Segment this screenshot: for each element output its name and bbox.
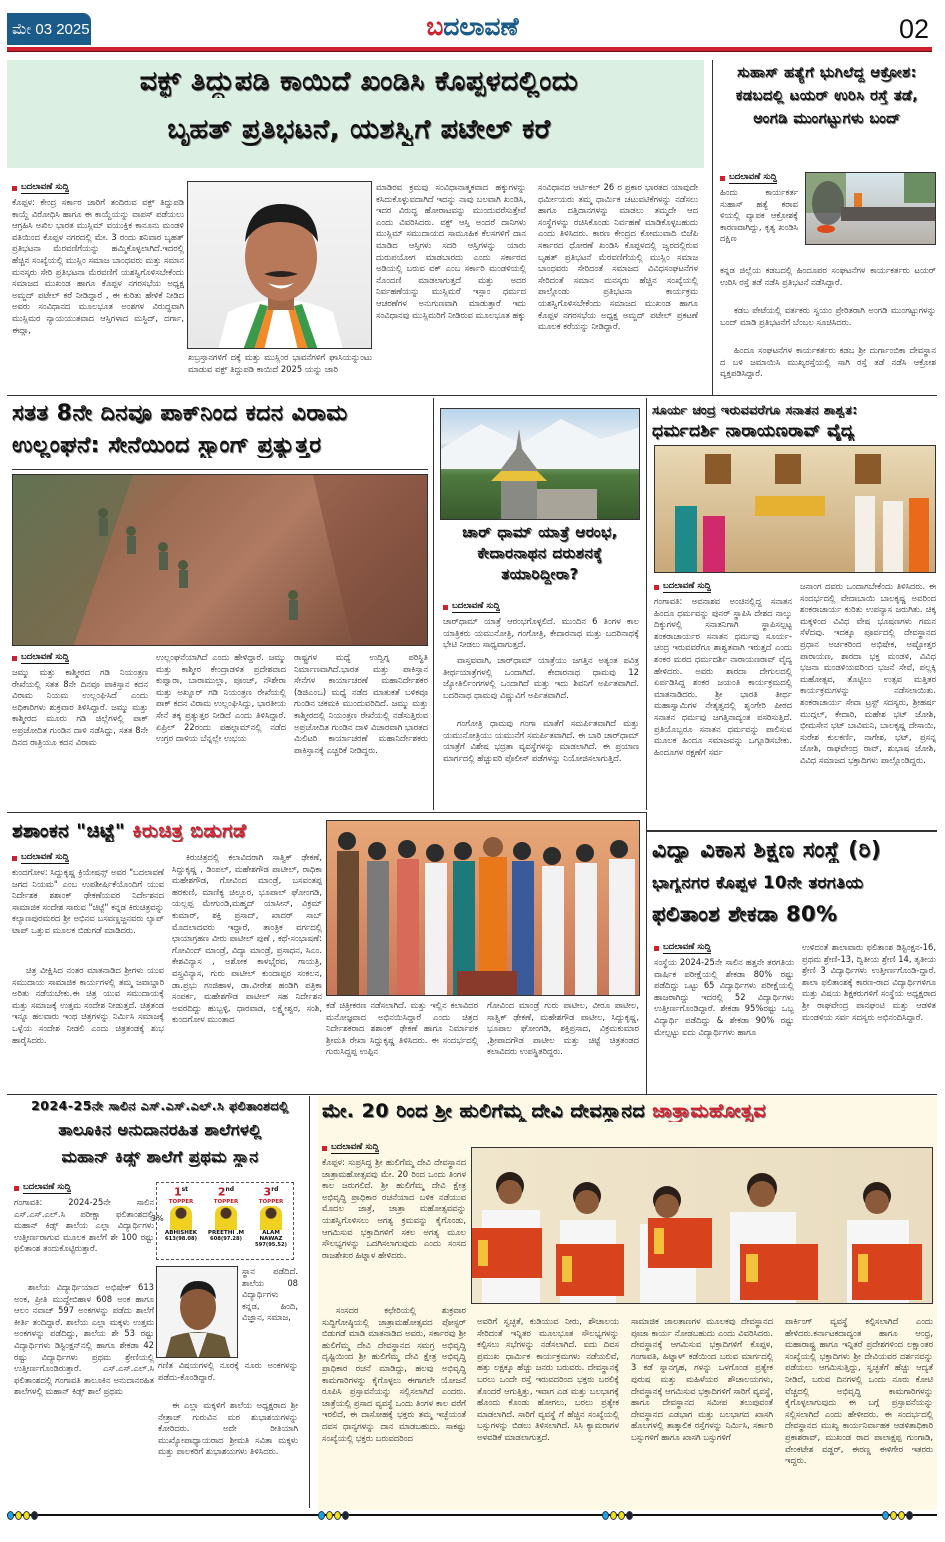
- header-rule: [7, 47, 932, 52]
- chitte-team-photo: [326, 820, 640, 996]
- surya-ceremony-photo: [654, 445, 936, 573]
- topper-rank: 3: [263, 1185, 272, 1199]
- topper-label: TOPPER: [213, 1198, 239, 1205]
- surya-kicker: ಸೂರ್ಯ ಚಂದ್ರ ಇರುವವರೆಗೂ ಸನಾತನ ಶಾಶ್ವತ:: [652, 402, 858, 417]
- mahan-col1b: ಶಾಲೆಯ ವಿದ್ಯಾರ್ಥಿಯಾದ ಅಭಿಷೇಕ್ 613 ಅಂಕ, ಪ್ರೀತಿ ಮುದ್ದೇಬಿಹಾಳ 608 ಅಂಕ ಹಾಗೂ ಆಲಂ ನವಾಜ್ 597 ಅಂಕಗಳನ್ನು ಪಡೆದು ಶಾಲೆಗೆ ಕೀರ್ತಿ ತಂದಿದ್ದಾರೆ. ಶಾಲೆಯ ಎಲ್ಲಾ ಮಕ್ಕಳು ಉತ್ತಮ ಅಂಕಗಳನ್ನು ಪಡೆದಿದ್ದು, ಶಾಲೆಯ ಶೇ 53 ರಷ್ಟು ವಿದ್ಯಾರ್ಥಿಗಳು ಡಿಸ್ಟಿಂಕ್ಷನ್‌ನಲ್ಲಿ ಹಾಗೂ ಶೇಕಡಾ 42 ರಷ್ಟು ವಿದ್ಯಾರ್ಥಿಗಳು ಪ್ರಥಮ ಶ್ರೇಣಿಯಲ್ಲಿ ಉತ್ತೀರ್ಣಗೊಂಡಿರುತ್ತಾರೆ. ಎಸ್.ಎಸ್.ಎಲ್.ಸಿ ಫಲಿತಾಂಶದಲ್ಲಿ ಗಂಗಾವತಿ ತಾಲೂಕಿನ ಅನುದಾನರಹಿತ ಶಾಲೆಗಳಲ್ಲಿ ಮಹಾನ್ ಕಿಡ್ಸ್ ಶಾಲೆ ಪ್ರಥಮ: [14, 1282, 154, 1397]
- topper-score: 597(95.52): [255, 1241, 287, 1248]
- footer-dots: [602, 1511, 633, 1520]
- protest-image: [806, 173, 936, 245]
- vidya-article: [654, 942, 936, 1090]
- suhas-p2: ಕಡಬ ಪೇಟೆಯಲ್ಲಿ ವರ್ತಕರು ಸ್ವಯಂ ಪ್ರೇರಿತರಾಗಿ ಅಂಗಡಿ ಮುಂಗಟ್ಟುಗಳನ್ನು ಬಂದ್ ಮಾಡಿ ಪ್ರತಿಭಟನೆಗೆ ಬೆಂಬಲ ಸೂಚಿಸಿದರು.: [720, 305, 936, 327]
- huligemma-lead: ಕೊಪ್ಪಳ: ಸುಪ್ರಸಿದ್ಧ ಶ್ರೀ ಹುಲಿಗೆಮ್ಮ ದೇವಿ ದೇವಸ್ಥಾನದ ಜಾತ್ರಾಮಹೋತ್ಸವವು ಮೇ. 20 ರಿಂದ ಒಂದು ತಿಂಗಳ ಕಾಲ ಜರುಗಲಿದೆ. ಶ್ರೀ ಹುಲಿಗೆಮ್ಮ ದೇವಿ ಕ್ಷೇತ್ರ ಅಭಿವೃದ್ಧಿ ಪ್ರಾಧಿಕಾರ ರಚನೆಯಾದ ಬಳಿಕ ನಡೆಯುವ ಮೊದಲ ಜಾತ್ರೆ, ಜಾತ್ರಾ ಮಹೋತ್ಸವವನ್ನು ಯಶಸ್ವಿಗೊಳಿಸಲು ಅಗತ್ಯ ಕ್ರಮವನ್ನು ಕೈಗೊಂಡು, ಆಗಮಿಸುವ ಭಕ್ತಾದಿಗಳಿಗೆ ಸಕಲ ಅಗತ್ಯ ಮೂಲ ಸೌಲಭ್ಯಗಳನ್ನು ಒದಗಿಸಲಾಗುವುದು ಎಂದು ಸಂಸದ ರಾಜಶೇಖರ ಹಿಟ್ನಾಳ ಹೇಳಿದರು.: [322, 1157, 466, 1260]
- mahan-headline-3: ಮಹಾನ್ ಕಿಡ್ಸ್ ಶಾಲೆಗೆ ಪ್ರಥಮ ಸ್ಥಾನ: [61, 1147, 259, 1166]
- section-divider: [7, 812, 647, 813]
- footer-rule: [7, 1514, 937, 1516]
- footer-dot: [318, 1511, 325, 1520]
- pak-soldiers-photo: [12, 474, 428, 646]
- kedarnath-photo: [440, 408, 640, 520]
- topper-label: TOPPER: [258, 1198, 284, 1205]
- chitte-under1: ಕಡೆ ಚಿತ್ರೀಕರಣ ನಡೆಸಲಾಗಿದೆ. ಮತ್ತು ಇಲ್ಲಿನ ಕಲಾವಿದರ ಮನೋಜ್ಞವಾದ ಅಭಿನಯಿಸಿದ್ದಾರೆ ಎಂದು ಚಿತ್ರದ ನಿರ್ದೇಶಕರಾದ ಶಶಾಂಕ್ ಢೇಕಣೆ ಹಾಗೂ ನಿರ್ಮಾಪಕ ಶ್ರೀಮತಿ ರೇಖಾ ಸಿದ್ದುಕೃಷ್ಣ ತಿಳಿಸಿದರು. ಈ ಸಂದರ್ಭದಲ್ಲಿ ಗುರುಸಿದ್ದಪ್ಪ ಉಪ್ಪಿನ: [326, 1000, 478, 1057]
- chardham-p1: ಚಾರ್‌ಧಾಮ್ ಯಾತ್ರೆ ಆರಂಭಗೊಳ್ಳಲಿದೆ. ಮುಂದಿನ 6 ತಿಂಗಳ ಕಾಲ ಯಾತ್ರಿಕರು ಯಮುನೋತ್ರಿ, ಗಂಗೋತ್ರಿ, ಕೇದಾರನಾಥ ಮತ್ತು ಬದರಿನಾಥಕ್ಕೆ ಭೇಟಿ ನೀಡಲು ಸಾಧ್ಯವಾಗುತ್ತದೆ.: [443, 616, 639, 650]
- footer-dot: [882, 1511, 889, 1520]
- principal-photo: [156, 1266, 238, 1358]
- footer-dot: [906, 1511, 913, 1520]
- lead-col3: ಮಾಡಿರವ ಕ್ರಮವು ಸಂವಿಧಾನಾತ್ಮಕವಾದ ಹಕ್ಕುಗಳನ್ನು ಕಸಿದುಕೊಳ್ಳುವದಾಗಿದೆ ಇದನ್ನು ನಾವು ಬಲವಾಗಿ ಖಂಡಿಸಿ, ಇದರ ವಿರುದ್ಧ ಹೋರಾಟವನ್ನು ಮುಂದುವರೆಸುತ್ತೇವೆ ಎಂದು ವಿವರಿಸಿದರು. ವಕ್ಫ್ ಆಸ್ತಿ ಅಂದರೆ ದಾನಿಗಳು ಮುಸ್ಲಿಮ್ ಸಮುದಾಯದ ಸಾಮೂಹಿಕ ಕೆಲಸಗಳಿಗೆ ದಾನ ಮಾಡಿದ ಆಸ್ತಿಗಳು ಸದರಿ ಆಸ್ತಿಗಳನ್ನು ಯಾರು ದುರುಪಯೋಗ ಮಾಡಬಾರದು ಎಂದು ಸರ್ಕಾರದ ಅಡಿಯಲ್ಲಿ ಬರುವ ವಕ್ ಎಂಬ ಸರ್ಕಾರಿ ಮಂಡಳಿಯಲ್ಲಿ ನೊಂದಣಿ ಮಾಡಲಾಗುತ್ತದೆ ಮತ್ತು ಅದರ ನಿರ್ವಹಣೆಯನ್ನು ಮುಸ್ಲಿಮರೆ ಇಸ್ಲಾಂ ಧರ್ಮದ ಆಚರಣೆಗಳ ಅನುಗುಣವಾಗಿ ಮಾಡುತ್ತಾರೆ ಇದು ಸಂವಿಧಾನವು ಮುಸ್ಲಿಮರಿಗೆ ನೀಡಿರುವ ಮೂಲಭೂತ ಹಕ್ಕು: [376, 182, 526, 320]
- masthead: [0, 12, 945, 42]
- mahan-headline-2: ತಾಲೂಕಿನ ಅನುದಾನರಹಿತ ಶಾಲೆಗಳಲ್ಲಿ: [58, 1120, 262, 1139]
- footer-dot: [15, 1511, 22, 1520]
- vidya-headline-2: ಭಾಗ್ಯನಗರ ಕೊಪ್ಪಳ 10ನೇ ತರಗತಿಯ: [652, 873, 864, 892]
- poster-release-image: [472, 1148, 933, 1304]
- suhas-headline: ಸುಹಾಸ್ ಹತ್ಯೆಗೆ ಭುಗಿಲೆದ್ದ ಆಕ್ರೋಶ: ಕಡಬದಲ್ಲಿ ಟಯರ್ ಉರಿಸಿ ರಸ್ತೆ ತಡೆ, ಅಂಗಡಿ ಮುಂಗಟ್ಟುಗಳು ಬಂದ್: [735, 65, 919, 127]
- page-number: 02: [898, 14, 929, 44]
- temple-image: [441, 409, 640, 520]
- lead-headline-2: ಬೃಹತ್ ಪ್ರತಿಭಟನೆ, ಯಶಸ್ವಿಗೆ ಪಟೇಲ್ ಕರೆ: [167, 114, 551, 145]
- mahan-col2: ಗಣಿತ ವಿಷಯಗಳಲ್ಲಿ ನೂರಕ್ಕೆ ನೂರು ಅಂಕಗಳನ್ನು ಪಡೆದು-ಕೊಂಡಿದ್ದಾರೆ.: [158, 1360, 298, 1382]
- surya-article: [654, 581, 936, 806]
- topper-score: 608(97.28): [210, 1235, 242, 1242]
- topper-score: 613(98.08): [165, 1235, 197, 1242]
- suhas-protest-photo: [805, 172, 936, 245]
- huligemma-col4: ಪಾರ್ಕಿಂಗ್ ವ್ಯವಸ್ಥೆ ಕಲ್ಪಿಸಲಾಗಿದೆ ಎಂದು ಹೇಳಿದರು.ಕರ್ನಾಟಕದಾದ್ಯಂತ ಹಾಗೂ ಆಂಧ್ರ, ಮಹಾರಾಷ್ಟ್ರ ಹಾಗೂ ಇನ್ನಿತರೆ ಪ್ರದೇಶಗಳಿಂದ ಲಕ್ಷಾಂತರ ಸಂಖ್ಯೆಯಲ್ಲಿ ಭಕ್ತಾದಿಗಳು ಶ್ರೀ ದೇವಿಯವರ ದರ್ಶನವನ್ನು ಪಡೆಯಲು ಆಗಮಿಸುತ್ತಿದ್ದು, ಸ್ವಚ್ಛತೆಗೆ ಹೆಚ್ಚು ಆದ್ಯತೆ ನೀಡಿದೆ, ಬರುವ ದಿನಗಳಲ್ಲಿ ಒಂದು ನೂರು ಕೋಟಿ ವೆಚ್ಚದಲ್ಲಿ ಅಭಿವೃದ್ಧಿ ಕಾಮಗಾರಿಗಳನ್ನು ಕೈಗೊಳ್ಳಲಾಗುವುದು ಈ ಬಗ್ಗೆ ಪ್ರಸ್ತಾವನೆಯನ್ನು ಸಲ್ಲಿಸಲಾಗಿದೆ ಎಂದು ಹೇಳೀದರು. ಈ ಸಂದರ್ಭದಲ್ಲಿ ದೇವಸ್ಥಾನದ ಮುಖ್ಯ ಕಾರ್ಯನಿರ್ವಾಹಕ ಆಡಳಿತಾಧಿಕಾರಿ ಪ್ರಕಾಶರಾವ್, ಮುಖಂಡ ರಾದ ಪಾಲಾಕ್ಷಪ್ಪ ಗುಂಗಾಡಿ, ವೇಂಕಟೇಶ ವಡ್ಡರ್, ಈರಣ್ಣ ಈಳಿಗೇರ ಇತರರು ಇದ್ದರು.: [785, 1316, 933, 1466]
- team-image: [327, 821, 640, 996]
- column-divider: [646, 812, 647, 1094]
- footer-dot: [618, 1511, 625, 1520]
- huligemma-col2: ಅವರಿಗೆ ಸ್ವಚ್ಛತೆ, ಕುಡಿಯುವ ನೀರು, ಶೌಚಾಲಯ ಸೇರಿದಂತೆ ಇನ್ನಿತರ ಮೂಲಭೂತ ಸೌಲಭ್ಯಗಳನ್ನು ಕಲ್ಪಿಸಲು ಸಭೆಗಳನ್ನು ನಡೆಸಲಾಗಿದೆ. ಐದು ದಿವಸ ಪ್ರಮುಖ ಧಾರ್ಮಿಕ ಕಾರ್ಯಕ್ರಮಗಳು ನಡೆಯಲಿವೆ, ಹತ್ತು ಲಕ್ಷಕ್ಕೂ ಹೆಚ್ಚು ಜನರು ಬರುವರು. ದೇವಸ್ಥಾನಕ್ಕೆ ಬರಲು ಒಂದೇ ರಸ್ತೆ ಇರುವದರಿಂದ ಭಕ್ತರು ಬರಲಿಕ್ಕೆ ತೊಂದರೆ ಆಗುತ್ತಿತ್ತು, ಇವಾಗ ಎಡ ಮತ್ತು ಬಲಭಾಗಕ್ಕೆ ಹೊಂದು ಕೊಂಡು ಹೋಗಲು, ಬರಲು ಪ್ರತ್ಯೇಕ ಮಾಡಲಾಗಿದೆ. ಸಾರಿಗೆ ವ್ಯವಸ್ಥೆ ಗೆ ಹೆಚ್ಚಿನ ಸಂಖ್ಯೆಯಲ್ಲಿ ಬಸ್ಸುಗಳನ್ನು ಬಿಡಲು ತಿಳಿಸಲಾಗಿದೆ. ಸಿಸಿ ಕ್ಯಾಮರಾಗಳ ಅಳವಡಿಕೆ ಮಾಡಲಾಗುತ್ತದೆ.: [477, 1316, 619, 1442]
- chitte-headline-red: ಕಿರುಚಿತ್ರ ಬಿಡುಗಡೆ: [132, 820, 247, 842]
- toppers-list: [160, 1184, 292, 1258]
- section-divider: [7, 395, 937, 396]
- surya-headline: ಧರ್ಮದರ್ಶಿ ನಾರಾಯಣರಾವ್ ವೈದ್ಯ: [652, 421, 855, 441]
- masthead-first: ಬ: [426, 12, 444, 41]
- footer-dot: [890, 1511, 897, 1520]
- lead-col1: ಕೊಪ್ಪಳ: ಕೇಂದ್ರ ಸರ್ಕಾರ ಜಾರಿಗೆ ತಂದಿರುವ ವಕ್ಫ್ ತಿದ್ದುಪಡಿ ಕಾಯ್ದೆ ವಿರೋಧಿಸಿ ಹಾಗೂ ಈ ಕಾಯ್ದೆಯನ್ನು ವಾಪಸ್ ಪಡೆಯಲು ಆಗ್ರಹಿಸಿ ಅಖಿಲ ಭಾರತ ಮುಸ್ಲಿಮ್ ವಯುಕ್ತಿಕ ಕಾನೂನು ಮಂಡಳಿ ವತಿಯಿಂದ ಕೊಪ್ಪಳ ನಗರದಲ್ಲಿ ಮೇ. 3 ರಂದು ಶನಿವಾರ ಬೃಹತ್ ಪ್ರತಿಭಟನಾ ಮೆರವಣಿಗೆಯನ್ನು ಹಮ್ಮಿಕೊಳ್ಳಲಾಗಿದೆ.ಇದರಲ್ಲಿ ಹೆಚ್ಚಿನ ಸಂಖ್ಯೆಯಲ್ಲಿ ಮುಸ್ಲಿಂ ಸಮಾಜ ಬಾಂಧವರು ಮತ್ತು ಸಮಾನ ಮನಸ್ಕರು ಸೇರಿ ಪ್ರತಿಭಟನಾ ಮೆರವಣಿಗೆ ಯಶಸ್ವಿಗೊಳಿಸಬೇಕೆಂದು ಸಮಾಜದ ಮುಖಂಡ ಹಾಗೂ ಕೊಪ್ಪಳ ನಗರಸಭೆಯ ಅಧ್ಯಕ್ಷ ಅಮ್ಜದ್ ಪಟೇಲ್ ಕರೆ ನೀಡಿದ್ದಾರೆ , ಈ ಕುರಿತು ಹೇಳಿಕೆ ನೀಡಿದ ಅವರು ಸಂವಿಧಾನದ ಮೂಲಭೂತ ಅಂಶಗಳ ವಿರುದ್ಧವಾಗಿ ಮುಸ್ಲಿಮರ ನ್ಯಾಯಯುತವಾದ ಆಸ್ತಿಗಳಾದ ಮಸ್ಜಿದ್, ದರ್ಗಾ, ಈದ್ಗಾ,: [12, 197, 184, 335]
- topper-card: [250, 1184, 292, 1258]
- footer-dot: [23, 1511, 30, 1520]
- vidya-col2: ಉಳಿದಂತೆ ಶಾಲಾವಾರು ಫಲಿತಾಂಶ ಡಿಸ್ಟಿಂಕ್ಷನ-16, ಪ್ರಥಮ ಶ್ರೇಣಿ-13, ದ್ವಿತೀಯ ಶ್ರೇಣಿ 14, ತೃತೀಯ ಶ್ರೇಣಿ 3 ವಿದ್ಯಾರ್ಥಿಗಳು ಉತ್ತೀರ್ಣಗೊಂಡಿ-ದ್ದಾರೆ. ಶಾಲಾ ಫಲಿತಾಂಶಕ್ಕೆ ಕಾರಣ-ರಾದ ವಿದ್ಯಾರ್ಥಿಗಳಿಗೂ ಮತ್ತು ವಿಷಯ ಶಿಕ್ಷಕರುಗಳಿಗೆ ಸಂಸ್ಥೆಯ ಅಧ್ಯಕ್ಷರಾದ ಶ್ರೀ ರಾಘವೇಂದ್ರ ಪಾನಘಂಟಿ ಮತ್ತು ಆಡಳಿತ ಮಂಡಳಿಯ ಸರ್ವ ಸದಸ್ಯರು ಅಭಿನಂದಿಸಿದ್ದಾರೆ.: [802, 942, 936, 1022]
- chitte-p2: ಚಿತ್ರ ವೀಕ್ಷಿಸಿದ ನಂತರ ಮಾತನಾಡಿದ ಶ್ರೀಗಳು ಯುವ ಸಮುದಾಯ ಸಾಮಾಜಿಕ ಕಾರ್ಯಗಳಲ್ಲಿ ತಮ್ಮ ಜವಾಬ್ದಾರಿ ಅರಿತು ನಡೆಯಬೇಕು.ಈ ಚಿತ್ರ ಯುವ ಸಮುದಾಯಕ್ಕೆ ಮತ್ತು ಸಮಾಜಕ್ಕೆ ಉತ್ತಮ ಸಂದೇಶ ನೀಡುತ್ತದೆ. ಚಿತ್ರತಂಡ ಇನ್ನೂ ಹಲವಾರು ಇಂಥ ಚಿತ್ರಗಳನ್ನು ನಿರ್ಮಿಸಿ ಸಮಾಜಕ್ಕೆ ಒಳ್ಳೆಯ ಸಂದೇಶ ನೀಡಲಿ ಎಂದು ಚಿತ್ರತಂಡಕ್ಕೆ ಶುಭ ಹಾರೈಸಿದರು.: [12, 965, 164, 1045]
- section-divider: [646, 830, 937, 832]
- suhas-p3: ಹಿಂದೂ ಸಂಘಟನೆಗಳ ಕಾರ್ಯಕರ್ತರು ಕಡಬ ಶ್ರೀ ದುರ್ಗಾಂಬಿಕಾ ದೇವಸ್ಥಾನ ದ ಬಳಿ ಜಮಾಯಿಸಿ ಮುಖ್ಯರಸ್ತೆಯಲ್ಲಿ ಸಾಗಿ ರಸ್ತೆ ತಡೆ ನಡೆಸಿ ಆಕ್ರೋಶ ವ್ಯಕ್ತಪಡಿಸಿದ್ದಾರೆ.: [720, 345, 936, 379]
- byline: ಬದಲಾವಣೆ ಸುದ್ದಿ: [322, 1142, 466, 1154]
- mahan-headline-1: 2024-25ನೇ ಸಾಲಿನ ಎಸ್.ಎಸ್.ಎಲ್.ಸಿ ಫಲಿತಾಂಶದಲ್ಲಿ: [31, 1098, 289, 1113]
- byline: ಬದಲಾವಣೆ ಸುದ್ದಿ: [654, 581, 792, 593]
- footer-dot: [602, 1511, 609, 1520]
- vidya-col1: ಸಂಸ್ಥೆಯ 2024-25ನೇ ಸಾಲಿನ ಹತ್ತನೇ ತರಗತಿಯ ವಾರ್ಷಿಕ ಪರೀಕ್ಷೆಯಲ್ಲಿ ಶೇಕಡಾ 80% ರಷ್ಟು ಪಡೆದಿದ್ದು ಒಟ್ಟು 65 ವಿದ್ಯಾರ್ಥಿಗಳು ಪರೀಕ್ಷೆಯಲ್ಲಿ ಹಾಜರಾಗಿದ್ದು ಇದರಲ್ಲಿ 52 ವಿದ್ಯಾರ್ಥಿಗಳು ಉತ್ತೀರ್ಣಗೊಂಡಿದ್ದಾರೆ. ಶೇಕಡಾ 95%ರಷ್ಟು ಒಬ್ಬ ವಿದ್ಯಾರ್ಥಿ ಪಡೆದಿದ್ದು & ಶೇಕಡಾ 90% ರಷ್ಟು ಮೇಲ್ಪಟ್ಟು ಐದು ವಿದ್ಯಾರ್ಥಿಗಳು ಹಾಗೂ: [654, 957, 794, 1037]
- column-divider: [646, 398, 647, 810]
- pak-col2: ಉಲ್ಲಂಘನೆಯಾಗಿದೆ ಎಂದು ಹೇಳಿದ್ದಾರೆ. ಜಮ್ಮು ಮತ್ತು ಕಾಶ್ಮೀರ ಕೇಂದ್ರಾಡಳಿತ ಪ್ರದೇಶವಾದ ಕುಪ್ವಾರಾ, ಬಾರಾಮುಲ್ಲಾ, ಪೂಂಚ್, ನೌಶೇರಾ ಮತ್ತು ಅಖ್ನೂರ್ ಗಡಿ ನಿಯಂತ್ರಣ ರೇಖೆಯಲ್ಲಿ ಪಾಕ್ ಕದನ ವಿರಾಮ ಉಲ್ಲಂಘಿಸಿದ್ದು, ಭಾರತೀಯ ಸೇನೆ ತಕ್ಕ ಪ್ರತ್ಯುತ್ತರ ನೀಡಿದೆ ಎಂದು ತಿಳಿಸಿದ್ದಾರೆ. ಏಪ್ರಿಲ್ 22ರಂದು ಪಹಲ್ಗಾಮ್‌ನಲ್ಲಿ ನಡೆದ ಉಗ್ರರ ದಾಳಿಯ ಬೆನ್ನಲ್ಲೇ ಉಭಯ: [156, 652, 286, 744]
- mahan-side: ಸ್ಥಾನ ಪಡೆದಿದೆ. ಶಾಲೆಯ 08 ವಿದ್ಯಾರ್ಥಿಗಳು ಕನ್ನಡ, ಹಿಂದಿ, ವಿಜ್ಞಾನ, ಸಮಾಜ,: [242, 1266, 298, 1323]
- huligemma-poster-release-photo: [471, 1147, 933, 1304]
- pak-article: [12, 652, 428, 807]
- topper-card: [160, 1184, 202, 1258]
- column-divider: [309, 1096, 310, 1508]
- footer-dot: [610, 1511, 617, 1520]
- pak-col1: ಜಮ್ಮು ಮತ್ತು ಕಾಶ್ಮೀರದ ಗಡಿ ನಿಯಂತ್ರಣ ರೇಖೆಯಲ್ಲಿ ಸತತ 8ನೇ ದಿನವೂ ಪಾಕಿಸ್ತಾನ ಕದನ ವಿರಾಮ ನಿಯಮ ಉಲ್ಲಂಘಿಸಿದೆ ಎಂದು ಅಧಿಕಾರಿಗಳು ಶುಕ್ರವಾರ ತಿಳಿಸಿದ್ದಾರೆ. ಜಮ್ಮು ಮತ್ತು ಕಾಶ್ಮೀರದ ಮೂರು ಗಡಿ ಜಿಲ್ಲೆಗಳಲ್ಲಿ ಪಾಕ್ ಅಪ್ರಚೋದಿತ ಗುಂಡಿನ ದಾಳಿ ನಡೆಸಿದ್ದು, ಸತತ 8ನೇ ದಿನದ ರಾತ್ರಿಯೂ ಕದನ ವಿರಾಮ: [12, 667, 148, 747]
- vidya-headline-3: ಫಲಿತಾಂಶ ಶೇಕಡಾ 80%: [652, 902, 838, 926]
- byline: ಬದಲಾವಣೆ ಸುದ್ದಿ: [12, 852, 164, 864]
- topper-photo: [260, 1206, 282, 1230]
- chardham-headline: ಚಾರ್ ಧಾಮ್ ಯಾತ್ರೆ ಆರಂಭ, ಕೇದಾರನಾಥನ ದರುಶನಕ್ಕೆ ತಯಾರಿದ್ದೀರಾ?: [462, 523, 618, 583]
- huligemma-headline-black: ಮೇ. 20 ರಿಂದ ಶ್ರೀ ಹುಲಿಗೆಮ್ಮ ದೇವಿ ದೇವಸ್ಥಾನದ: [322, 1100, 646, 1122]
- soldiers-image: [13, 475, 428, 646]
- pak-headline-2: ಉಲ್ಲಂಘನೆ: ಸೇನೆಯಿಂದ ಸ್ಟ್ರಾಂಗ್ ಪ್ರತ್ಯುತ್ತರ: [12, 433, 322, 458]
- topper-suffix: rd: [271, 1186, 279, 1193]
- chitte-article: [12, 852, 322, 1087]
- footer-dots: [882, 1511, 913, 1520]
- pak-col3: ರಾಷ್ಟ್ರಗಳ ಮಧ್ಯೆ ಉದ್ವಿಗ್ನ ಪರಿಸ್ಥಿತಿ ನಿರ್ಮಾಣವಾಗಿದೆ.ಭಾರತ ಮತ್ತು ಪಾಕಿಸ್ತಾನ ಸೇನೆಗಳ ಕಾರ್ಯಾಚರಣೆ ಮಹಾನಿರ್ದೇಶಕರ (ಡಿಜಿಎಂಒ) ಮಧ್ಯೆ ನಡೆದ ಮಾತುಕತೆ ಬಳಿಕವೂ ಗುಂಡಿನ ಚಕಮಕಿ ಮುಂದುವರಿದಿದೆ. ಜಮ್ಮು ಮತ್ತು ಕಾಶ್ಮೀರದಲ್ಲಿ ನಿಯಂತ್ರಣ ರೇಖೆಯಲ್ಲಿ ನಡೆಸುತ್ತಿರುವ ಅಪ್ರಚೋದಿತ ಗುಂಡಿನ ದಾಳಿ ವಿಚಾರವಾಗಿ ಭಾರತದ ಮಿಲಿಟರಿ ಕಾರ್ಯಾಚರಣೆ ಮಹಾನಿರ್ದೇಶಕರು ಪಾಕಿಸ್ತಾನಕ್ಕೆ ಎಚ್ಚರಿಕೆ ನೀಡಿದ್ದರು.: [294, 652, 428, 755]
- mahan-article: [14, 1182, 154, 1502]
- chardham-p3: ಗಂಗೋತ್ರಿ ಧಾಮವು ಗಂಗಾ ಮಾತೆಗೆ ಸಮರ್ಪಿತವಾಗಿದೆ ಮತ್ತು ಯಮುನೋತ್ರಿಯು ಯಮುನೆಗೆ ಸಮರ್ಪಿತವಾಗಿದೆ. ಈ ಬಾರಿ ಚಾರ್‌ಧಾಮ್ ಯಾತ್ರೆಗೆ ವಿಶೇಷ ಭದ್ರತಾ ವ್ಯವಸ್ಥೆಗಳನ್ನು ಮಾಡಲಾಗಿದೆ. ಈ ಪ್ರಯಾಣ ಮಾರ್ಗದಲ್ಲಿ ಹೆಚ್ಚುವರಿ ಪೊಲೀಸ್ ಪಡೆಗಳನ್ನು ನಿಯೋಜಿಸಲಾಗುತ್ತಿದೆ.: [443, 718, 639, 763]
- lead-article: [12, 182, 184, 387]
- rule: [12, 469, 428, 470]
- lead-photo-leader: [187, 181, 372, 349]
- topper-photo: [170, 1206, 192, 1230]
- byline: ಬದಲಾವಣೆ ಸುದ್ದಿ: [654, 942, 794, 954]
- footer-dot: [7, 1511, 14, 1520]
- byline: ಬದಲಾವಣೆ ಸುದ್ದಿ: [443, 601, 639, 613]
- chitte-headline-black: ಶಶಾಂಕನ "ಚಿಟ್ಟೆ": [12, 820, 126, 842]
- column-divider: [712, 60, 713, 395]
- issue-date: ಮೇ 03 2025: [12, 21, 90, 38]
- vidya-headline-1: ವಿದ್ಯಾ ವಿಕಾಸ ಶಿಕ್ಷಣ ಸಂಸ್ಥೆ (ರಿ): [652, 838, 882, 863]
- ceremony-image: [655, 446, 936, 573]
- footer-dots: [318, 1511, 349, 1520]
- suhas-body: ಕನ್ನಡ ಜಿಲ್ಲೆಯ ಕಡಬದಲ್ಲಿ ಹಿಂದೂಪರ ಸಂಘಟನೆಗಳ ಕಾರ್ಯಕರ್ತರು ಟಯರ್ ಉರಿಸಿ ರಸ್ತೆ ತಡೆ ನಡೆಸಿ ಪ್ರತಿಭಟನೆ ನಡೆಸಿದ್ದಾರೆ.: [720, 265, 936, 287]
- principal-image: [157, 1267, 238, 1358]
- chitte-under2: ಗೋವಿಂದ ಮಾಂಡ್ರೆ ಗುರು ಪಾಟೀಲ, ವೀರೂ ಪಾಟೀಲ, ಸಾತ್ವಿಕ್ ಢೇಕಣೆ, ಮಹೇಶಗೌಡ ಪಾಟೀಲ, ಸಿದ್ದುಕೃಷ್ಣ, ಭೂಪಾಲ ಘೋಂಗಡಿ, ಶಕ್ತಿಪ್ರಸಾದ, ವಿಕ್ರಮಕುಮಾರ ,ಶ್ರೀಪಾದಗೌಡ ಪಾಟೀಲ ಮತ್ತು ಚಿಟ್ಟೆ ಚಿತ್ರತಂಡದ ಕಲಾವಿದರು ಉಪಸ್ಥಿತರಿದ್ದರು.: [487, 1000, 639, 1057]
- chardham-article: [443, 601, 639, 806]
- surya-col1: ಗಂಗಾವತಿ: ಅವನಾಶವ ಅಂಚಿನಲ್ಲಿದ್ದ ಸನಾತನ ಹಿಂದೂ ಧರ್ಮವನ್ನು ಪುನರ್ ಸ್ಥಾಪಿಸಿ ದೇಶದ ನಾಲ್ಕು ದಿಕ್ಕುಗಳಲ್ಲಿ ಸನಾತನಿಗಾಗಿ ಸ್ಥಾಪಿಸಲ್ಪಟ್ಟ ಶಂಕರಾಚಾರ್ಯರ ಸನಾತನ ಧರ್ಮವು ಸೂರ್ಯ-ಚಂದ್ರ ಇರುವವರೆಗೂ ಶಾಶ್ವತವಾಗಿ ಇರುತ್ತದೆ ಎಂದು ಶಂಕರ ಮಠದ ಧರ್ಮದರ್ಶಿ ನಾರಾಯಣರಾವ್ ವೈದ್ಯ ಹೇಳಿದರು. ಅವರು ಶಾರದಾ ದೇಗುಲದಲ್ಲಿ ಏರ್ಪಡಿಸಿದ್ದ ಶಂಕರ ಜಯಂತಿ ಕಾರ್ಯಕ್ರಮದಲ್ಲಿ ಮಾತನಾಡಿದರು. ಶ್ರೀ ಭಾರತಿ ತೀರ್ಥ ಮಹಾಸ್ವಾಮಿಗಳ ನೇತೃತ್ವದಲ್ಲಿ ಶೃಂಗೇರಿ ಪೀಠದ ಸನಾತನ ಧರ್ಮವು ಜಗತ್ತಿನಾದ್ಯಂತ ಪಸರಿಸುತ್ತಿದೆ. ಪ್ರತಿಯೊಬ್ಬರೂ ಸನಾತನ ಧರ್ಮವನ್ನು ಪಾಲಿಸುವ ಮೂಲಕ ಹಿಂದೂ ಸಮಾಜವನ್ನು ಒಗ್ಗೂಡಿಸಬೇಕು. ಹಿಂದೂಗಳ ರಕ್ಷಣೆಗೆ ಸರ್ವ: [654, 596, 792, 757]
- byline: ಬದಲಾವಣೆ ಸುದ್ದಿ: [12, 652, 148, 664]
- topper-rank: 1: [173, 1185, 182, 1199]
- portrait-image: [188, 182, 372, 349]
- chitte-p1: ಕುಂದಗೋಳ: ಸಿದ್ದುಕೃಷ್ಣ ಕ್ರಿಯೇಷನ್ಸ್ ಅವರ "ಬದಲಾವಣೆ ಜಗದ ನಿಯಮ" ಎಂಬ ಉಪಶೀರ್ಷಿಕೆಯೊಂದಿಗೆ ಯುವ ನಿರ್ದೇಶಕ ಶಶಾಂಕ್ ಢೇಕಣೆಯವರ ನಿರ್ದೇಶನದ ಸಾಮಾಜಿಕ ಸಂದೇಶ ಸಾರುವ "ಚಿಟ್ಟೆ" ಕನ್ನಡ ಕಿರುಚಿತ್ರವನ್ನು ಕಲ್ಯಾಣಪುರಮಠದ ಶ್ರೀ ಅಭಿನವ ಬಸವಣ್ಣಜ್ಜನವರು ಲ್ಯಾಪ್ ಟಾಪ್ ಒತ್ತುವ ಮೂಲಕ ಬಿಡುಗಡೆ ಮಾಡಿದರು.: [12, 867, 164, 935]
- mahan-col1: ಗಂಗಾವತಿ: 2024-25ನೇ ಸಾಲಿನ ಎಸ್.ಎಸ್.ಎಲ್.ಸಿ ಪರೀಕ್ಷಾ ಫಲಿತಾಂಶದಲ್ಲಿ ಮಹಾನ್ ಕಿಡ್ಸ್ ಶಾಲೆಯ ಎಲ್ಲಾ ವಿದ್ಯಾರ್ಥಿಗಳು ಉತ್ತೀರ್ಣರಾಗುವ ಮೂಲಕ ಶಾಲೆಗೆ ಶೇ 100 ರಷ್ಟು ಫಲಿತಾಂಶ ತಂದುಕೊಟ್ಟಿರುತ್ತಾರೆ.: [14, 1197, 154, 1254]
- surya-col2: ಜನಾಂಗ ದವರು ಒಂದಾಗಬೇಕೆಂದು ತಿಳಿಸಿದರು. ಈ ಸಂದರ್ಭದಲ್ಲಿ ವೇದಾಬಾಯಿ ಬಾಲಕೃಷ್ಣ ಅವರಿಂದ ಶಂಕರಾಚಾರ್ಯ ಕುರಿತು ಉಪನ್ಯಾಸ ಜರುಗಿತು. ಚಿಕ್ಕ ಮಕ್ಕಳಿಂದ ವಿವಿಧ ವೇಷ ಭೂಷಣಗಳು ಗಮನ ಸೆಳೆದವು. ಇದಕ್ಕೂ ಪೂರ್ವದಲ್ಲಿ ದೇವಸ್ಥಾನದ ಪ್ರಧಾನ ಅರ್ಚಕರಿಂದ ಅಭಿಷೇಕ, ಅಷ್ಟೋತ್ತರ ಪಾರಾಯಣ, ಶಾರದಾ ಭಕ್ತ ಮಂಡಳಿ, ವಿವಿಧ ಭಜನಾ ಮಂಡಳಿಯವರಿಂದ ಭಜನೆ ಸೇವೆ, ಪಲ್ಲಕ್ಕಿ ಮಹೋತ್ಸವ, ತೊಟ್ಟಿಲು ಉತ್ಸವ ಮತ್ತಿತರ ಕಾರ್ಯಕ್ರಮಗಳನ್ನು ನಡೆಸಲಾಯಿತು. ಶಂಕರಾಚಾರ್ಯ ಸೇವಾ ಟ್ರಸ್ಟ್ ಸದಸ್ಯರು, ಶ್ರೀಹರ್ಷ ಮುದ್ಗಲ್, ಕೇದಾರಿ, ಮಹೇಶ ಭಟ್ ಜೋಶಿ, ಭೀಮಸೇನ ಭಟ್ ಬಾವಿಮನಿ, ಬಾಲಕೃಷ್ಣ ದೇಸಾಯಿ, ಸುರೇಶ ಕುಲಕರ್ಣಿ, ನಾಗೇಶ, ಭಟ್, ಪ್ರಸನ್ನ ಜೋಶಿ, ರಾಘವೇಂದ್ರ ರಾವ್, ಶುಭಾಷ ಜೋಶಿ, ವಿವಿಧ ಸಮಾಜದ ಭಕ್ತಾದಿಗಳು ಪಾಲ್ಗೊಂಡಿದ್ದರು.: [800, 581, 936, 765]
- mahan-col2b: ಈ ಎಲ್ಲಾ ಮಕ್ಕಳಿಗೆ ಶಾಲೆಯ ಅಧ್ಯಕ್ಷರಾದ ಶ್ರೀ ನೇತ್ರಾಜ್ ಗುರುವಿನ ಮಠ ಶುಭಾಶಯಗಳನ್ನು ಕೋರಿದರು. ಅದೇ ರೀತಿಯಾಗಿ ಮುಖ್ಯೋಪಾಧ್ಯಾಯರಾದ ಶ್ರೀಮತಿ ಸವಿತಾ ಮಕ್ಕಳು ಮತ್ತು ಪಾಲಕರಿಗೆ ಶುಭಾಶಯಗಳು ತಿಳಿಸಿದರು.: [158, 1400, 298, 1457]
- footer-dot: [342, 1511, 349, 1520]
- footer-dot: [326, 1511, 333, 1520]
- huligemma-article: [322, 1142, 466, 1302]
- footer-dot: [626, 1511, 633, 1520]
- huligemma-col1: ಸಂಸದರ ಕಛೇರಿಯಲ್ಲಿ ಶುಕ್ರವಾರ ಸುದ್ದಿಗೋಷ್ಠಿಯಲ್ಲಿ ಜಾತ್ರಾಮಹೋತ್ಸವದ ಪೋಸ್ಟರ್ ಬಿಡುಗಡೆ ಮಾಡಿ ಮಾತನಾಡಿದ ಅವರು, ಸರ್ಕಾರವು ಶ್ರೀ ಹುಲಿಗೆಮ್ಮ ದೇವಿ ದೇವಸ್ಥಾನದ ಸಮಗ್ರ ಅಭಿವೃದ್ಧಿ ದೃಷ್ಟಿಯಿಂದ ಶ್ರೀ ಹುಲಿಗೆಮ್ಮ ದೇವಿ ಕ್ಷೇತ್ರ ಅಭಿವೃದ್ಧಿ ಪ್ರಾಧಿಕಾರ ರಚನೆ ಮಾಡಿದ್ದು, ಹಲವು ಅಭಿವೃದ್ಧಿ ಕಾಮಗಾರಿಗಳನ್ನು ಕೈಗೊಳ್ಳಲು ಈಗಾಗಲೇ ಯೋಜನೆ ರೂಪಿಸಿ ಪ್ರಸ್ತಾವನೆಯನ್ನು ಸಲ್ಲಿಸಲಾಗಿದೆ ಎಂದರು. ಜಾತ್ರೆಯಲ್ಲಿ ಪ್ರಸಾದ ವ್ಯವಸ್ಥೆ ಒಂದು ತಿಂಗಳ ಕಾಲ ವರೆಗೆ ಇರಲಿದೆ, ಈ ದಾಸೋಹಕ್ಕೆ ಭಕ್ತರು ತಮ್ಮ ಇಚ್ಛೆಯಂತೆ ದವಸ ಧಾನ್ಯಗಳನ್ನು ದಾನ ಮಾಡಬಹುದು. ಸಾಕಷ್ಟು ಸಂಖ್ಯೆಯಲ್ಲಿ ಭಕ್ತರು ಬರುವದರಿಂದ: [322, 1305, 466, 1443]
- topper-photo: [215, 1206, 237, 1230]
- toppers-pct: 3%: [151, 1214, 164, 1223]
- footer-dot: [898, 1511, 905, 1520]
- lead-col4: ಸಂವಿಧಾನದ ಆರ್ಟಿಕಲ್ 26 ರ ಪ್ರಕಾರ ಭಾರತದ ಯಾವುದೇ ಧರ್ಮೀಯರು ತಮ್ಮ ಧಾರ್ಮಿಕ ಚಟುವಟಿಕೆಗಳನ್ನು ನಡೆಸಲು ಹಾಗೂ ದತ್ತಿದಾನಗಳನ್ನು ಮಾಡಲು ತಮ್ಮದೇ ಆದ ಸಂಸ್ಥೆಗಳನ್ನು ರಚಿಸಿಕೊಂಡು ನಿರ್ವಹಣೆ ಮಾಡಿಕೊಳ್ಳಬಹುದು ಎಂದು ತಿಳಿಸಿದರು. ಕಾರಣ ಕೇಂದ್ರದ ಕೋಮುವಾದಿ ಬಿಜೆಪಿ ಸರ್ಕಾರದ ಧೋರಣೆ ಖಂಡಿಸಿ ಕೊಪ್ಪಳದಲ್ಲಿ ಜ್ವರದಲ್ಲಿರುವ ಬೃಹತ್ ಪ್ರತಿಭಟನೆ ಮೆರವಣಿಗೆಯಲ್ಲಿ ಮುಸ್ಲಿಂ ಸಮಾಜ ಬಾಂಧವರು ಸೇರಿದಂತೆ ಸಮಾಜದ ವಿವಿಧಸಂಘಟನೆಗಳ ಸೇರಿದಂತೆ ಸಮಾನ ಮನಸ್ಕರು ಹೆಚ್ಚಿನ ಸಂಖ್ಯೆಯಲ್ಲಿ ಪಾಲ್ಗೊಂಡು ಪ್ರತಿಭಟನಾ ಕಾರ್ಯಕ್ರಮ ಯಶಸ್ವಿಗೊಳಿಸಬೇಕೆಂದು ಸಮಾಜದ ಮುಖಂಡ ಹಾಗೂ ಕೊಪ್ಪಳ ನಗರಸಭೆಯ ಅಧ್ಯಕ್ಷ ಅಮ್ಜದ್ ಪಟೇಲ್ ಪ್ರಕಟಣೆ ಮೂಲಕ ಕರೆಯನ್ನು ನೀಡಿದ್ದಾರೆ.: [538, 182, 698, 332]
- lead-photo-caption: ಖಬ್ರಸ್ತಾನಗಳಿಗೆ ದಕ್ಕೆ ಮತ್ತು ಮುಸ್ಲಿಂರ ಭಾವನೆಗಳಿಗೆ ಘಾಸಿಯನ್ನುಂಟು ಮಾಡುವ ವಕ್ಫ್ ತಿದ್ದುಪಡಿ ಕಾಯಿದೆ 2025 ಯನ್ನು ಜಾರಿ: [188, 352, 372, 374]
- byline: ಬದಲಾವಣೆ ಸುದ್ದಿ: [14, 1182, 154, 1194]
- topper-card: [205, 1184, 247, 1258]
- topper-label: TOPPER: [168, 1198, 194, 1205]
- topper-suffix: st: [181, 1186, 189, 1193]
- chardham-p2: ವಾಸ್ತವವಾಗಿ, ಚಾರ್‌ಧಾಮ್ ಯಾತ್ರೆಯು ಜಗತ್ತಿನ ಅತ್ಯಂತ ಪವಿತ್ರ ತೀರ್ಥಯಾತ್ರೆಗಳಲ್ಲಿ ಒಂದಾಗಿದೆ. ಕೇದಾರನಾಥ ಧಾಮವು 12 ಜ್ಯೋತಿರ್ಲಿಂಗಗಳಲ್ಲಿ ಒಂದಾಗಿದೆ ಮತ್ತು ಇದು ಶಿವನಿಗೆ ಅರ್ಪಿತವಾಗಿದೆ. ಬದರಿನಾಥ ಧಾಮವು ವಿಷ್ಣುವಿಗೆ ಅರ್ಪಿತವಾಗಿದೆ.: [443, 655, 639, 700]
- suhas-lead: ಹಿಂದು ಕಾರ್ಯಕರ್ತ ಸುಹಾಸ್ ಹತ್ಯೆ ಕರಾವ ಳಿಯಲ್ಲಿ ವ್ಯಾಪಕ ಆಕ್ರೋಶಕ್ಕೆ ಕಾರಣವಾಗಿದ್ದು, ಕೃತ್ಯ ಖಂಡಿಸಿ ದಕ್ಷಿಣ: [720, 187, 798, 244]
- footer-dots: [7, 1511, 38, 1520]
- section-divider: [7, 1094, 937, 1095]
- lead-headline-1: ವಕ್ಫ್ ತಿದ್ದುಪಡಿ ಕಾಯಿದೆ ಖಂಡಿಸಿ ಕೊಪ್ಪಳದಲ್ಲಿಂದು: [139, 66, 579, 97]
- huligemma-col3: ಸಾಮಾಜಿಕ ಜಾಲತಾಣಗಳ ಮೂಲಕವು ದೇವಸ್ಥಾನದ ಪೂಜಾ ಕಾರ್ಯ ನೋಡಬಹುದು ಎಂದು ವಿವರಿಸಿದರು. ದೇವಸ್ಥಾನಕ್ಕೆ ಆಗಮಿಸುವ ಭಕ್ತಾದಿಗಳಿಗೆ ಕೊಪ್ಪಳ, ಗಂಗಾವತಿ, ಹಿಟ್ನಾಳ್ ಕಡೆಯಿಂದ ಬರುವ ಮಾರ್ಗದಲ್ಲಿ 3 ಕಡೆ ಸ್ನಾನಗೃಹ, ಗಳನ್ನು ಒಳಗೊಂಡ ಪ್ರತ್ಯೇಕ ಪುರುಷ ಮತ್ತು ಮಹಿಳೆಯರ ಶೌಚಾಲಯಗಳು, ದೇವಸ್ಥಾನಕ್ಕೆ ಆಗಮಿಸುವ ಭಕ್ತಾದಿಗಳಿಗೆ ಸಾರಿಗೆ ವ್ಯವಸ್ಥೆ, ಹಾಗೂ ದೇವಸ್ಥಾನದ ಸಮೀಪ ತಲುಪುವಂತೆ ದೇವಸ್ಥಾನದ ಎಡಭಾಗ ಮತ್ತು ಬಲಭಾಗದ ಖಾಸಗಿ ಹೊಲಗಳಲ್ಲಿ ತಾತ್ಕಾಲಿಕ ರಸ್ತೆಗಳನ್ನು ನಿರ್ಮಿಸಿ, ಸರ್ಕಾರಿ ಬಸ್ಸುಗಳಿಗೆ ಹಾಗೂ ಖಾಸಗಿ ಬಸ್ಸುಗಳಿಗೆ: [631, 1316, 773, 1442]
- footer-dot: [334, 1511, 341, 1520]
- topper-suffix: nd: [225, 1186, 235, 1193]
- footer-dot: [31, 1511, 38, 1520]
- topper-name: ALAM NAWAZ: [259, 1229, 283, 1242]
- topper-name: ABHISHEK: [164, 1229, 198, 1236]
- topper-rank: 2: [217, 1185, 226, 1199]
- huligemma-headline-red: ಜಾತ್ರಾಮಹೋತ್ಸವ: [652, 1100, 767, 1122]
- huligemma-headline: [322, 1100, 934, 1122]
- column-divider: [433, 398, 434, 810]
- topper-name: PREETHI .M: [207, 1229, 245, 1236]
- pak-headline-1: ಸತತ 8ನೇ ದಿನವೂ ಪಾಕ್‌ನಿಂದ ಕದನ ವಿರಾಮ: [12, 401, 348, 426]
- byline: ಬದಲಾವಣೆ ಸುದ್ದಿ: [720, 172, 936, 184]
- masthead-rest: ದಲಾವಣೆ: [443, 12, 519, 41]
- byline: ಬದಲಾವಣೆ ಸುದ್ದಿ: [12, 182, 184, 194]
- chitte-headline: [12, 820, 322, 842]
- chitte-col2: ಕಿರುಚಿತ್ರದಲ್ಲಿ ಕಲಾವಿದರಾಗಿ ಸಾತ್ವಿಕ್ ಢೇಕಣೆ, ಸಿದ್ದುಕೃಷ್ಣ , ಡಿಂಪಲ್, ಮಹೇಶಗೌಡ ಪಾಟೀಲ್, ರಾಧಿಕಾ ಮಹೇಶಗೌಡ, ಗೋವಿಂದ ಮಾಂಡ್ರೆ, ಬಸವಂತಪ್ಪ ಹರಕುಣಿ, ಮಾಣಿಕ್ಯ ಚಿಲ್ಲೂರ, ಭೂಪಾಲ್ ಘೋಂಗಡಿ, ಯಲ್ಲಪ್ಪ ಮೇಗುಂಡಿ,ಮಹ್ಮದ್ ಯಾಸೀನ್, ವಿಕ್ರಮ್ ಕುಮಾರ್, ಶಕ್ತಿ ಪ್ರಸಾದ್, ಖಾದರ್ ಸಾಬ್ ಮೊದಲಾದವರು ಇದ್ದಾರೆ, ತಾಂತ್ರಿಕ ವರ್ಗದಲ್ಲಿ ಛಾಯಾಗ್ರಹಣ ವೀರು ಪಾಟೀಲ್ ಪುಣೆ , ಕಥೆ-ಸಂಭಾಷಣೆ: ಗೋವಿಂದ್ ಮಾಂಡ್ರೆ, ವಿದ್ಯಾ ಮಾಂಡ್ರೆ, ಪ್ರಸಾಧನ, ಸಿಎಂ. ಕೇಶವಿನ್ಯಾಸ , ಅಶೋಕ ಕಾಳಭೈರವ, ಗಾಯತ್ರಿ, ವಸ್ತ್ರವಿನ್ಯಾಸ, ಗುರು ಪಾಟೀಲ್ ಕುಂದಾಪ್ಪರ ಸಂಕಲನ, ಡಾ.ಪ್ರಭು ಗಂಜಿಹಾಳ, ಡಾ.ವೀರೇಶ ಹಂಡಿಗಿ ಪತ್ರಿಕಾ ಸಂಪರ್ಕ, ಮಹೇಶಗೌಡ ಪಾಟೀಲ್ ಸಹ ನಿರ್ದೇಶನ ಅವರದಿದ್ದು ಹುಬ್ಬಳ್ಳಿ, ಧಾರವಾಡ, ಲಕ್ಷ್ಮೇಶ್ವರ, ಸಂಶಿ, ಕುಂದಗೋಳ ಮುಂತಾದ: [172, 852, 322, 1025]
